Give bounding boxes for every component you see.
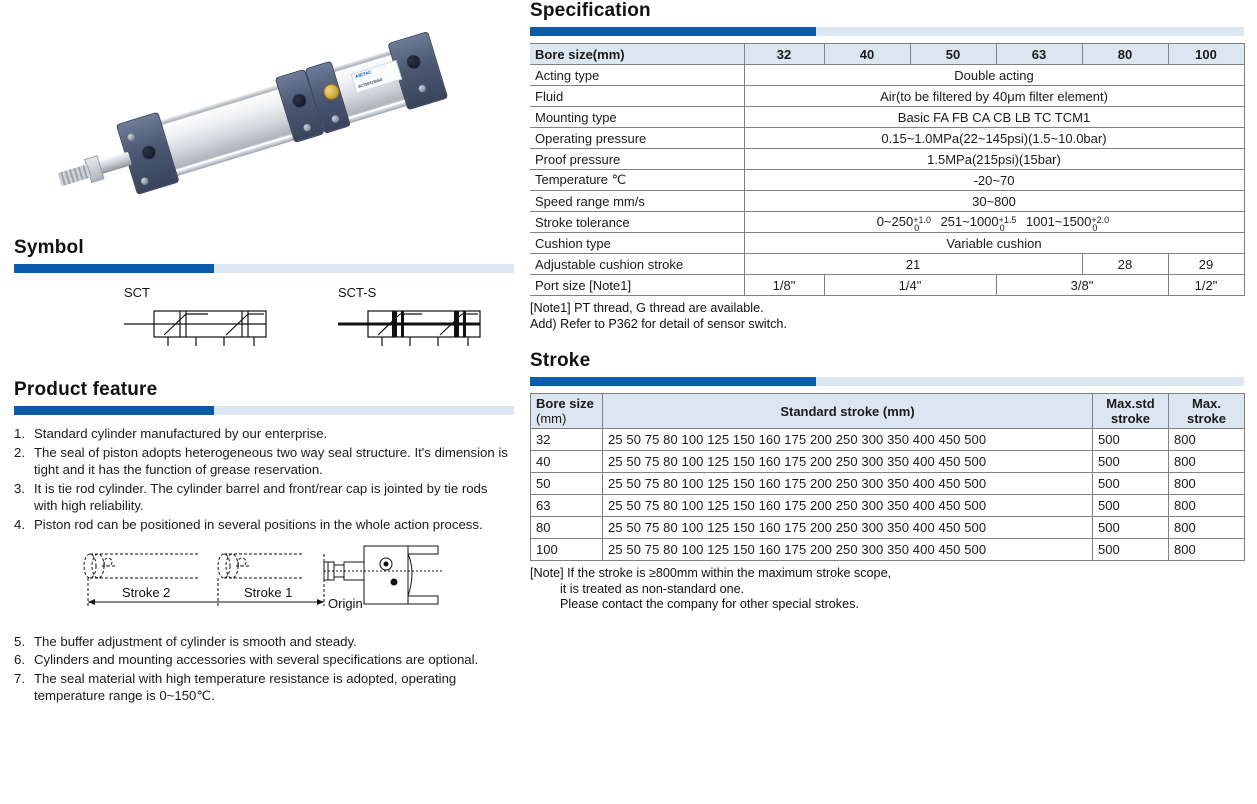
bore-size-63: 63 bbox=[996, 44, 1082, 65]
row-label-port-size: Port size [Note1] bbox=[530, 275, 744, 296]
note-line: Add) Refer to P362 for detail of sensor switch. bbox=[530, 316, 787, 331]
table-row bbox=[530, 254, 1244, 275]
stroke-origin-icon bbox=[72, 540, 444, 622]
table-row bbox=[531, 517, 1245, 539]
tolerance-frac-1 bbox=[913, 214, 933, 233]
stroke-header-maxstd-line2: stroke bbox=[1110, 411, 1151, 427]
stroke-header-max-line1: Max. bbox=[1192, 396, 1221, 412]
bore-size-80: 80 bbox=[1082, 44, 1168, 65]
feature-number: 2. bbox=[14, 444, 25, 460]
product-photo bbox=[14, 0, 514, 225]
stroke-row-maxstd: 500 bbox=[1093, 473, 1169, 495]
row-value-acting-type: Double acting bbox=[744, 65, 1244, 86]
stroke-row-bore: 100 bbox=[531, 539, 603, 561]
sct-symbol-icon bbox=[124, 304, 276, 350]
stroke-row-bore: 80 bbox=[531, 517, 603, 539]
feature-text: The seal material with high temperature resistance is adopted, operating temperature range is 0~150℃. bbox=[34, 670, 457, 704]
stroke-section bbox=[530, 350, 1244, 613]
tolerance-sub-3: 0 bbox=[1092, 222, 1098, 233]
symbol-title: Symbol bbox=[14, 237, 84, 258]
stroke-row-maxstd: 500 bbox=[1093, 539, 1169, 561]
symbol-sct-label: SCT bbox=[124, 285, 150, 300]
specification-title: Specification bbox=[530, 0, 651, 21]
stroke-row-standard: 25 50 75 80 100 125 150 160 175 200 250 300 350 400 450 500 bbox=[603, 517, 1093, 539]
stroke-row-standard: 25 50 75 80 100 125 150 160 175 200 250 300 350 400 450 500 bbox=[603, 451, 1093, 473]
stroke-row-standard: 25 50 75 80 100 125 150 160 175 200 250 300 350 400 450 500 bbox=[603, 495, 1093, 517]
table-row bbox=[530, 212, 1244, 233]
row-label-cushion-type: Cushion type bbox=[530, 233, 744, 254]
origin-label: Origin bbox=[328, 595, 363, 611]
row-value-stroke-tolerance bbox=[744, 212, 1244, 233]
stroke1-label: Stroke 1 bbox=[244, 584, 293, 600]
product-feature-section bbox=[14, 379, 514, 705]
port-size-2: 1/4" bbox=[824, 275, 996, 296]
tolerance-frac-2 bbox=[998, 214, 1019, 233]
stroke-header-max-line2: stroke bbox=[1186, 411, 1227, 427]
stroke-row-standard: 25 50 75 80 100 125 150 160 175 200 250 300 350 400 450 500 bbox=[603, 539, 1093, 561]
specification-section bbox=[530, 0, 1244, 332]
rod-thread bbox=[58, 164, 92, 186]
stroke-row-bore: 63 bbox=[531, 495, 603, 517]
stroke-notes bbox=[530, 566, 1244, 613]
list-item bbox=[14, 480, 514, 515]
feature-list bbox=[14, 425, 514, 534]
tolerance-sup-1: +1.0 bbox=[913, 214, 931, 225]
row-value-speed-range: 30~800 bbox=[744, 191, 1244, 212]
table-row-header bbox=[531, 394, 1245, 429]
row-label-fluid: Fluid bbox=[530, 86, 744, 107]
stroke-header-bore bbox=[531, 394, 603, 429]
symbol-sct-s-label: SCT-S bbox=[338, 285, 377, 300]
cylinder-illustration bbox=[14, 0, 514, 225]
bore-size-header: Bore size(mm) bbox=[530, 44, 744, 65]
row-label-proof-pressure: Proof pressure bbox=[530, 149, 744, 170]
feature-text: The buffer adjustment of cylinder is smooth and steady. bbox=[34, 633, 357, 649]
stroke-header-max bbox=[1169, 394, 1245, 429]
stroke-table bbox=[530, 393, 1245, 561]
feature-number: 5. bbox=[14, 633, 25, 649]
model-text: SCT50X150SD bbox=[357, 76, 383, 89]
bore-size-50: 50 bbox=[910, 44, 996, 65]
symbol-section bbox=[14, 237, 514, 355]
table-row bbox=[530, 86, 1244, 107]
table-row bbox=[530, 170, 1244, 191]
list-item bbox=[14, 651, 514, 669]
stroke-row-standard: 25 50 75 80 100 125 150 160 175 200 250 300 350 400 450 500 bbox=[603, 473, 1093, 495]
tolerance-sup-3: +2.0 bbox=[1091, 214, 1110, 225]
feature-text: Standard cylinder manufactured by our enterprise. bbox=[34, 426, 328, 441]
stroke-title: Stroke bbox=[530, 350, 591, 372]
row-label-stroke-tolerance: Stroke tolerance bbox=[530, 212, 744, 233]
feature-number: 4. bbox=[14, 516, 25, 532]
row-value-mounting-type: Basic FA FB CA CB LB TC TCM1 bbox=[744, 107, 1244, 128]
bore-size-100: 100 bbox=[1168, 44, 1244, 65]
tolerance-sub-2: 0 bbox=[999, 222, 1005, 233]
row-label-temperature: Temperature ℃ bbox=[530, 170, 744, 191]
section-spacer bbox=[530, 332, 1244, 350]
row-value-temperature: -20~70 bbox=[744, 170, 1244, 191]
bore-size-40: 40 bbox=[824, 44, 910, 65]
right-column bbox=[530, 0, 1244, 613]
brand-text: AIRTAC bbox=[354, 69, 373, 80]
note-line: it is treated as non-standard one. bbox=[560, 581, 745, 596]
list-item bbox=[14, 444, 514, 479]
stroke-row-bore: 40 bbox=[531, 451, 603, 473]
stroke-row-max: 800 bbox=[1169, 473, 1245, 495]
tolerance-sup-2: +1.5 bbox=[998, 214, 1017, 225]
cushion-value-28: 28 bbox=[1082, 254, 1168, 275]
row-value-proof-pressure: 1.5MPa(215psi)(15bar) bbox=[744, 149, 1244, 170]
tolerance-part-3: 1001~1500 bbox=[1025, 214, 1092, 230]
symbol-sct bbox=[124, 285, 276, 355]
feature-number: 7. bbox=[14, 670, 25, 686]
stroke-row-bore: 50 bbox=[531, 473, 603, 495]
left-column bbox=[14, 0, 514, 706]
stroke-header-bore-line1: Bore size bbox=[536, 396, 594, 412]
feature-list-cont bbox=[14, 633, 514, 705]
symbol-accent-rule bbox=[14, 264, 514, 273]
feature-number: 3. bbox=[14, 480, 25, 496]
row-value-operating-pressure: 0.15~1.0MPa(22~145psi)(1.5~10.0bar) bbox=[744, 128, 1244, 149]
stroke-row-standard: 25 50 75 80 100 125 150 160 175 200 250 300 350 400 450 500 bbox=[603, 429, 1093, 451]
port-size-1: 1/8" bbox=[744, 275, 824, 296]
table-row bbox=[530, 107, 1244, 128]
table-row bbox=[531, 429, 1245, 451]
table-row bbox=[530, 149, 1244, 170]
table-row-header bbox=[530, 44, 1244, 65]
row-label-speed-range: Speed range mm/s bbox=[530, 191, 744, 212]
feature-text: Cylinders and mounting accessories with several specifications are optional. bbox=[34, 652, 479, 668]
feature-number: 6. bbox=[14, 652, 25, 668]
table-row bbox=[530, 233, 1244, 254]
row-label-acting-type: Acting type bbox=[530, 65, 744, 86]
feature-text: It is tie rod cylinder. The cylinder barrel and front/rear cap is jointed by tie rods with high reliability. bbox=[34, 480, 488, 514]
symbol-row bbox=[14, 285, 514, 355]
table-row bbox=[530, 65, 1244, 86]
stroke-row-maxstd: 500 bbox=[1093, 451, 1169, 473]
tolerance-sub-1: 0 bbox=[914, 222, 920, 233]
table-row bbox=[530, 128, 1244, 149]
note-line: [Note1] PT thread, G thread are available. bbox=[530, 301, 764, 315]
specification-table bbox=[530, 43, 1245, 296]
row-label-adjustable-cushion: Adjustable cushion stroke bbox=[530, 254, 744, 275]
list-item bbox=[14, 670, 514, 705]
note-line: [Note] If the stroke is ≥800mm within the maximum stroke scope, bbox=[530, 566, 892, 581]
feature-number: 1. bbox=[14, 426, 25, 441]
table-row bbox=[530, 275, 1244, 296]
note-line: Please contact the company for other special strokes. bbox=[560, 597, 859, 612]
bore-size-32: 32 bbox=[744, 44, 824, 65]
stroke-row-maxstd: 500 bbox=[1093, 429, 1169, 451]
feature-text: Piston rod can be positioned in several positions in the whole action process. bbox=[34, 516, 483, 532]
stroke-row-bore: 32 bbox=[531, 429, 603, 451]
stroke-row-max: 800 bbox=[1169, 539, 1245, 561]
sct-s-symbol-icon bbox=[338, 304, 490, 350]
row-value-fluid: Air(to be filtered by 40μm filter element) bbox=[744, 86, 1244, 107]
stroke-accent-rule bbox=[530, 377, 1244, 386]
tolerance-part-2: 251~1000 bbox=[940, 214, 999, 230]
table-row bbox=[531, 539, 1245, 561]
list-item bbox=[14, 516, 514, 534]
stroke-row-max: 800 bbox=[1169, 451, 1245, 473]
row-value-cushion-type: Variable cushion bbox=[744, 233, 1244, 254]
stroke-row-maxstd: 500 bbox=[1093, 517, 1169, 539]
stroke-row-max: 800 bbox=[1169, 517, 1245, 539]
symbol-sct-s bbox=[338, 285, 490, 355]
product-feature-accent-rule bbox=[14, 406, 514, 415]
list-item bbox=[14, 425, 514, 443]
table-row bbox=[531, 451, 1245, 473]
table-row bbox=[531, 473, 1245, 495]
table-row bbox=[531, 495, 1245, 517]
stroke-row-max: 800 bbox=[1169, 495, 1245, 517]
cushion-value-29: 29 bbox=[1168, 254, 1244, 275]
tolerance-part-1: 0~250 bbox=[876, 214, 914, 230]
stroke2-label: Stroke 2 bbox=[122, 584, 171, 600]
product-feature-title: Product feature bbox=[14, 379, 158, 400]
stroke-row-maxstd: 500 bbox=[1093, 495, 1169, 517]
specification-accent-rule bbox=[530, 27, 1244, 36]
port-size-3: 3/8" bbox=[996, 275, 1168, 296]
stroke-header-standard: Standard stroke (mm) bbox=[603, 394, 1093, 429]
stroke-origin-diagram bbox=[72, 540, 514, 627]
stroke-header-maxstd bbox=[1093, 394, 1169, 429]
stroke-header-maxstd-line1: Max.std bbox=[1106, 396, 1155, 412]
stroke-header-bore-line2: (mm) bbox=[536, 411, 567, 427]
specification-notes bbox=[530, 301, 1244, 332]
cushion-value-21: 21 bbox=[744, 254, 1082, 275]
feature-text: The seal of piston adopts heterogeneous two way seal structure. It's dimension is tight and it has the function of grease reservation. bbox=[34, 444, 508, 478]
list-item bbox=[14, 633, 514, 651]
table-row bbox=[530, 191, 1244, 212]
stroke-row-max: 800 bbox=[1169, 429, 1245, 451]
row-label-mounting-type: Mounting type bbox=[530, 107, 744, 128]
port-size-4: 1/2" bbox=[1168, 275, 1244, 296]
row-label-operating-pressure: Operating pressure bbox=[530, 128, 744, 149]
tolerance-frac-3 bbox=[1091, 214, 1111, 233]
